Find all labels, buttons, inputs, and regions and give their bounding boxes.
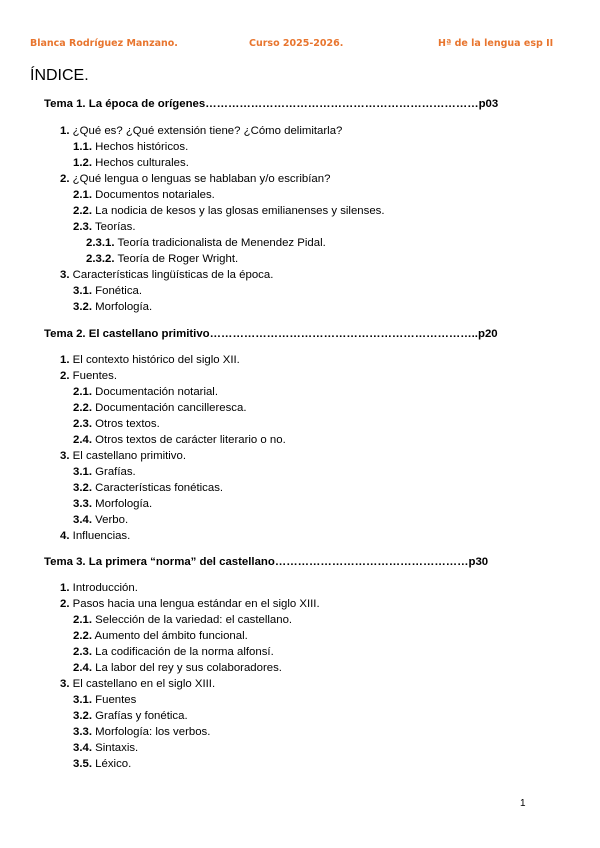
toc-tema-2[interactable]: Tema 2. El castellano primitivo……………………………………………………………..p20 bbox=[44, 328, 498, 340]
toc-item[interactable]: 2. Pasos hacia una lengua estándar en el siglo XIII. bbox=[60, 598, 320, 610]
toc-item[interactable]: 3.1. Fonética. bbox=[73, 285, 143, 297]
toc-item[interactable]: 1. El contexto histórico del siglo XII. bbox=[60, 354, 240, 366]
toc-item[interactable]: 2.2. Documentación cancilleresca. bbox=[73, 402, 247, 414]
toc-item[interactable]: 3.2. Características fonéticas. bbox=[73, 482, 224, 494]
toc-item[interactable]: 3.1. Grafías. bbox=[73, 466, 136, 478]
toc-item[interactable]: 2.3. La codificación de la norma alfonsí. bbox=[73, 646, 274, 658]
toc-item[interactable]: 2.1. Documentación notarial. bbox=[73, 386, 219, 398]
toc-item[interactable]: 1. ¿Qué es? ¿Qué extensión tiene? ¿Cómo delimitarla? bbox=[60, 125, 343, 137]
page-title: ÍNDICE. bbox=[30, 67, 89, 84]
toc-item[interactable]: 3.2. Morfología. bbox=[73, 301, 153, 313]
toc-item[interactable]: 3.1. Fuentes bbox=[73, 694, 137, 706]
toc-item[interactable]: 3.3. Morfología: los verbos. bbox=[73, 726, 211, 738]
toc-item[interactable]: 2.1. Selección de la variedad: el castellano. bbox=[73, 614, 293, 626]
page-number: 1 bbox=[520, 798, 526, 809]
toc-item[interactable]: 2.2. La nodicia de kesos y las glosas emilianenses y silenses. bbox=[73, 205, 385, 217]
toc-item[interactable]: 3.4. Verbo. bbox=[73, 514, 129, 526]
toc-item[interactable]: 3. El castellano primitivo. bbox=[60, 450, 186, 462]
toc-item[interactable]: 1.1. Hechos históricos. bbox=[73, 141, 189, 153]
toc-tema-1[interactable]: Tema 1. La época de orígenes………………………………………………………………p03 bbox=[44, 98, 499, 110]
toc-tema-3[interactable]: Tema 3. La primera “norma” del castellano……………………………………………p30 bbox=[44, 556, 489, 568]
toc-item[interactable]: 3.5. Léxico. bbox=[73, 758, 132, 770]
toc-item[interactable]: 2.3.1. Teoría tradicionalista de Menendez Pidal. bbox=[86, 237, 326, 249]
toc-item[interactable]: 2.3. Teorías. bbox=[73, 221, 136, 233]
toc-item[interactable]: 1.2. Hechos culturales. bbox=[73, 157, 189, 169]
toc-item[interactable]: 2.3.2. Teoría de Roger Wright. bbox=[86, 253, 239, 265]
toc-item[interactable]: 2.1. Documentos notariales. bbox=[73, 189, 215, 201]
toc-item[interactable]: 4. Influencias. bbox=[60, 530, 131, 542]
toc-item[interactable]: 2.3. Otros textos. bbox=[73, 418, 160, 430]
toc-item[interactable]: 2.2. Aumento del ámbito funcional. bbox=[73, 630, 248, 642]
toc-item[interactable]: 2.4. La labor del rey y sus colaboradores. bbox=[73, 662, 282, 674]
toc-item[interactable]: 3. El castellano en el siglo XIII. bbox=[60, 678, 216, 690]
header-author: Blanca Rodríguez Manzano. bbox=[30, 38, 178, 49]
toc-item[interactable]: 2.4. Otros textos de carácter literario o no. bbox=[73, 434, 286, 446]
toc-item[interactable]: 2. ¿Qué lengua o lenguas se hablaban y/o escribían? bbox=[60, 173, 331, 185]
toc-item[interactable]: 1. Introducción. bbox=[60, 582, 138, 594]
toc-item[interactable]: 3. Características lingüísticas de la época. bbox=[60, 269, 274, 281]
header-subject: Hª de la lengua esp II bbox=[438, 38, 554, 49]
toc-item[interactable]: 3.3. Morfología. bbox=[73, 498, 153, 510]
toc-item[interactable]: 3.2. Grafías y fonética. bbox=[73, 710, 188, 722]
toc-item[interactable]: 3.4. Sintaxis. bbox=[73, 742, 139, 754]
header-course: Curso 2025-2026. bbox=[249, 38, 344, 49]
toc-item[interactable]: 2. Fuentes. bbox=[60, 370, 117, 382]
